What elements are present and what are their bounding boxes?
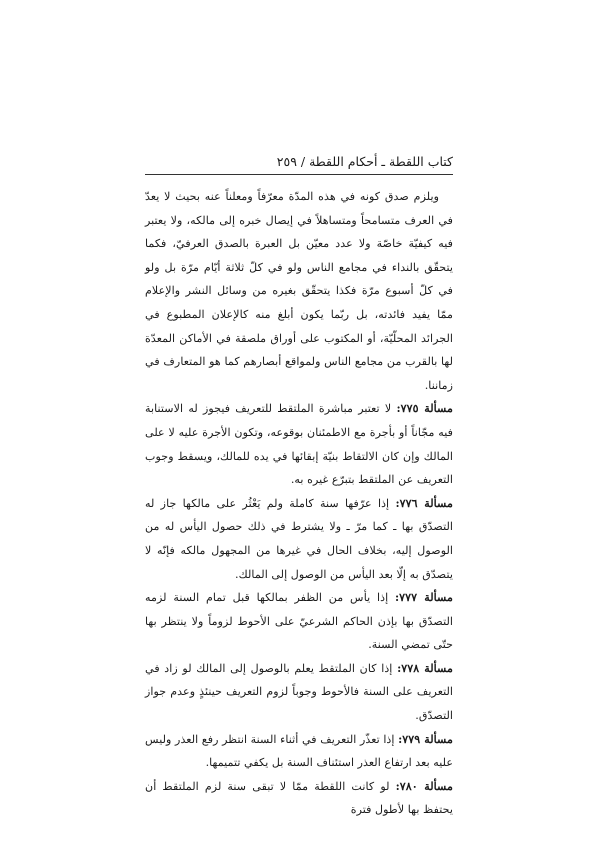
issue-776 (145, 492, 453, 586)
issue-777 (145, 586, 453, 657)
issue-label: مسألة ٧٧٩: (398, 731, 454, 746)
issue-text: لو كانت اللقطة ممّا لا تبقى سنة لزم الملتقط أن يحتفظ بها لأطول فترة (145, 779, 453, 817)
page-body (145, 185, 453, 822)
issue-text: لا تعتبر مباشرة الملتقط للتعريف فيجوز له الاستنابة فيه مجّاناً أو بأجرة مع الاطمئنان بوقوعه، وتكون الأجرة عليه لا على المالك وإن كان الالتقاط بنيّة إبقائها في يده للمالك، ويسقط وجوب التعريف عن الملتقط بتبرّع غيره به. (145, 402, 453, 487)
issue-label: مسألة ٧٨٠: (395, 778, 453, 793)
issue-label: مسألة ٧٧٨: (397, 660, 453, 675)
issue-780 (145, 775, 453, 822)
issue-text: إذا كان الملتقط يعلم بالوصول إلى المالك لو زاد في التعريف على السنة فالأحوط وجوباً لزوم التعريف حينئذٍ وعدم جواز التصدّق. (145, 661, 453, 723)
issue-779 (145, 728, 453, 775)
issue-label: مسألة ٧٧٦: (395, 495, 453, 510)
running-header (145, 152, 453, 176)
issue-text: إذا تعذّر التعريف في أثناء السنة انتظر رفع العذر وليس عليه بعد ارتفاع العذر استئناف السنة بل يكفي تتميمها. (145, 732, 453, 770)
issue-775 (145, 397, 453, 491)
issue-text: إذا عرّفها سنة كاملة ولم يَعْثُر على مالكها جاز له التصدّق بها ـ كما مرّ ـ ولا يشترط في ذلك حصول اليأس له من الوصول إليه، بخلاف الحال في غيرها من المجهول مالكه فإنّه لا يتصدّق به إلّا بعد اليأس من الوصول إلى المالك. (145, 496, 453, 581)
issue-label: مسألة ٧٧٥: (396, 401, 453, 416)
issue-label: مسألة ٧٧٧: (394, 590, 454, 605)
issue-text: إذا يأس من الظفر بمالكها قبل تمام السنة لزمه التصدّق بها بإذن الحاكم الشرعيّ على الأحوط لزوماً ولا ينتظر بها حتّى تمضي السنة. (145, 591, 453, 652)
issue-778 (145, 657, 453, 728)
header-title: كتاب اللقطة ـ أحكام اللقطة / ٢٥٩ (276, 154, 453, 169)
intro-paragraph: ويلزم صدق كونه في هذه المدّة معرّفاً ومعلناً عنه بحيث لا يعدّ في العرف متسامحاً ومتساهلاً في إيصال خبره إلى مالكه، ولا يعتبر فيه كيفيّة خاصّة ولا عدد معيّن بل العبرة بالصدق العرفيّ، فكما يتحقّق بالنداء في مجامع الناس ولو في كلّ ثلاثة أيّام مرّة بل ولو في كلّ أسبوع مرّة فكذا يتحقّق بغيره من وسائل النشر والإعلام ممّا يفيد فائدته، بل ربّما يكون أبلغ منه كالإعلان المطبوع في الجرائد المحلّيّة، أو المكتوب على أوراق ملصقة في الأماكن المعدّة لها بالقرب من مجامع الناس ولمواقع أبصارهم كما هو المتعارف في زماننا. (145, 190, 453, 392)
header-rule (145, 174, 453, 175)
